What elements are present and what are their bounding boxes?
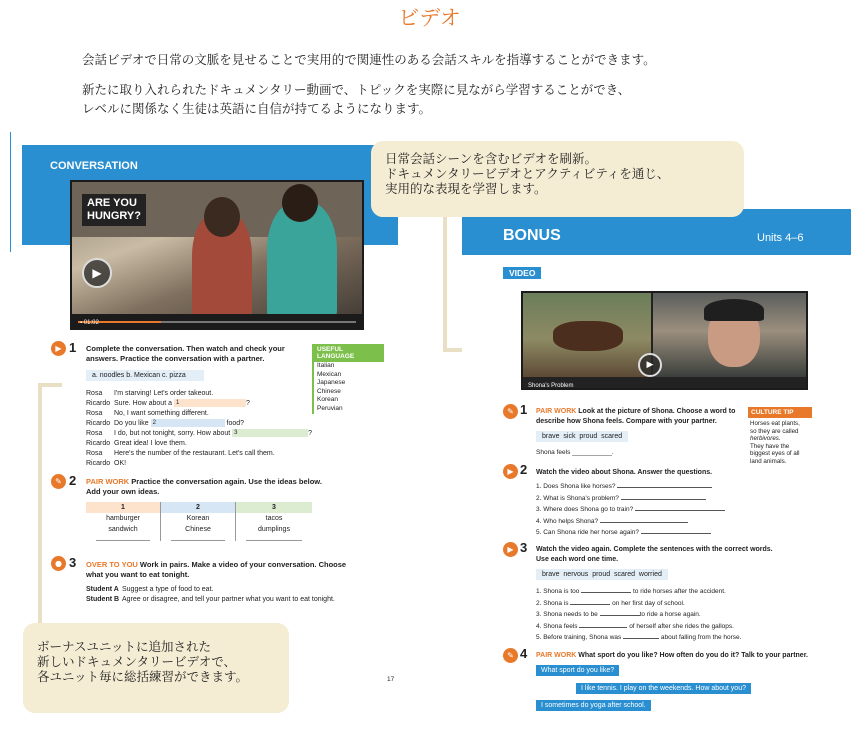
question-item: 1. Does Shona like horses? <box>536 481 725 493</box>
sentence-item: 4. Shona feels of herself after she rides the gallops. <box>536 622 734 630</box>
useful-item: Italian <box>317 362 335 369</box>
question-item: 4. Who helps Shona? <box>536 516 725 528</box>
table-cell: sandwich <box>108 526 138 533</box>
video-time: ▪ 01:02 <box>80 320 99 326</box>
column-header: 2 <box>161 502 235 513</box>
speech-bubble: I like tennis. I play on the weekends. How about you? <box>576 683 751 694</box>
r-ex3-instruction-2: Use each word one time. <box>536 556 619 563</box>
useful-item: Japanese <box>317 379 346 386</box>
sentence-item: 1. Shona is too to ride horses after the accident. <box>536 588 726 595</box>
units-label: Units 4–6 <box>757 232 804 244</box>
ex1-instruction-2: answers. Practice the conversation with a partner. <box>86 354 265 363</box>
dialogue-row: Ricardo Do you like 2 food? <box>86 420 245 427</box>
dialogue-row: Ricardo OK! <box>86 460 127 467</box>
callout-bottom: ボーナスユニットに追加された 新しいドキュメンタリービデオで、 各ユニット毎に総括練習ができます。 <box>23 623 289 713</box>
table-cell: Korean <box>186 515 210 522</box>
table-cell: tacos <box>265 515 283 522</box>
r-ex1-instruction-1: PAIR WORK Look at the picture of Shona. Choose a word to <box>536 408 736 415</box>
video-progress[interactable] <box>78 321 356 323</box>
blank-1[interactable]: 1 <box>174 399 246 407</box>
intro-line-2: 新たに取り入れられたドキュメンタリー動画で、トピックを実際に見ながら学習することができ、 <box>82 82 631 97</box>
video-tag: VIDEO <box>503 267 541 279</box>
exercise-number: 1 <box>520 402 528 417</box>
dialogue-row: Rosa I'm starving! Let's order takeout. <box>86 390 214 397</box>
bracket-line-right-vertical <box>443 215 447 352</box>
page-edge <box>10 132 11 252</box>
ex2-instruction-1: PAIR WORK Practice the conversation again. Use the ideas below. <box>86 477 322 486</box>
r-ex2-instruction: Watch the video about Shona. Answer the questions. <box>536 469 713 476</box>
play-icon[interactable]: ▶ <box>638 353 662 377</box>
dialogue-row: Rosa Here's the number of the restaurant. Let's call them. <box>86 450 275 457</box>
ex2-instruction-2: Add your own ideas. <box>86 487 160 496</box>
sentence-list <box>536 586 741 644</box>
question-item: 2. What is Shona's problem? <box>536 493 725 505</box>
dialogue-row: Rosa I do, but not tonight, sorry. How about 3 ? <box>86 430 313 437</box>
chat-icon: ✎ <box>503 404 518 419</box>
question-list <box>536 481 725 539</box>
useful-item: Mexican <box>317 370 342 378</box>
page-number: 17 <box>387 676 395 683</box>
useful-item: Korean <box>317 396 338 403</box>
useful-item: Peruvian <box>317 404 343 412</box>
bracket-line-left <box>38 383 62 623</box>
exercise-number: 1 <box>69 340 77 355</box>
intro-line-1: 会話ビデオで日常の文脈を見せることで実用的で関連性のある会話スキルを指導することができます。 <box>82 52 656 67</box>
dialogue-row: Rosa No, I want something different. <box>86 410 209 417</box>
useful-language-title: USEFUL LANGUAGE <box>314 344 384 362</box>
r-ex3-instruction-1: Watch the video again. Complete the sentences with the correct words. <box>536 546 773 553</box>
useful-item: Chinese <box>317 387 341 395</box>
speech-bubble: What sport do you like? <box>536 665 619 676</box>
horse-shape <box>553 321 623 351</box>
ex1-options: a. noodles b. Mexican c. pizza <box>86 370 204 381</box>
sentence-item: 5. Before training, Shona was about falling from the horse. <box>536 634 742 641</box>
word-chips: brave sick proud scared <box>536 431 628 442</box>
chat-icon: ✎ <box>503 648 518 663</box>
exercise-number: 3 <box>69 555 77 570</box>
r-ex1-instruction-2: describe how Shona feels. Compare with your partner. <box>536 418 717 425</box>
culture-tip-box: CULTURE TIP Horses eat plants, so they are called herbivores. They have the biggest eyes of all land animals. <box>748 407 812 477</box>
ex3-instruction-1: OVER TO YOU Work in pairs. Make a video of your conversation. Choose <box>86 560 347 569</box>
r-ex1-answer: Shona feels ___________. <box>536 449 614 456</box>
video-caption: Shona's Problem <box>528 383 574 389</box>
page-title: ビデオ <box>398 6 461 30</box>
section-label: CONVERSATION <box>50 160 138 172</box>
word-chips: brave nervous proud scared worried <box>536 569 668 580</box>
question-item: 3. Where does Shona go to train? <box>536 504 725 516</box>
dialogue-row: Ricardo Great idea! I love them. <box>86 440 187 447</box>
video-caption: ARE YOU HUNGRY? <box>82 194 146 226</box>
exercise-number: 2 <box>520 462 528 477</box>
useful-language-box <box>312 344 384 414</box>
r-ex4-instruction: PAIR WORK What sport do you like? How often do you do it? Talk to your partner. <box>536 652 808 659</box>
video-camera-icon: ● <box>51 556 66 571</box>
play-icon[interactable]: ▶ <box>82 258 112 288</box>
student-b-row: Student B Agree or disagree, and tell your partner what you want to eat tonight. <box>86 596 335 603</box>
bonus-video[interactable] <box>521 291 808 390</box>
exercise-number: 4 <box>520 646 528 661</box>
ex1-instruction-1: Complete the conversation. Then watch and check your <box>86 344 285 353</box>
blank-3[interactable]: 3 <box>232 429 308 437</box>
table-cell: hamburger <box>106 515 140 522</box>
sentence-item: 3. Shona needs to be to ride a horse again. <box>536 611 701 618</box>
sentence-item: 2. Shona is on her first day of school. <box>536 599 685 607</box>
video-exercise-icon: ▶ <box>51 341 66 356</box>
ex3-instruction-2: what you want to eat tonight. <box>86 570 190 579</box>
student-a-row: Student A Suggest a type of food to eat. <box>86 586 214 593</box>
dialogue <box>86 389 316 469</box>
intro-line-3: レベルに関係なく生徒は英語に自信が持てるようになります。 <box>82 101 432 116</box>
table-cell: Chinese <box>185 526 211 533</box>
video-person-man-head <box>282 184 318 222</box>
conversation-video[interactable] <box>70 180 364 330</box>
video-exercise-icon: ▶ <box>503 464 518 479</box>
question-item: 5. Can Shona ride her horse again? <box>536 527 725 539</box>
culture-tip-title: CULTURE TIP <box>748 407 812 418</box>
helmet-shape <box>704 299 764 321</box>
callout-top: 日常会話シーンを含むビデオを刷新。 ドキュメンタリービデオとアクティビティを通じ、 実用的な表現を学習します。 <box>371 141 744 217</box>
exercise-number: 2 <box>69 473 77 488</box>
column-header: 1 <box>86 502 160 513</box>
ideas-table <box>86 502 312 541</box>
exercise-number: 3 <box>520 540 528 555</box>
speech-bubble: I sometimes do yoga after school. <box>536 700 651 711</box>
video-person-woman-head <box>204 197 240 237</box>
video-exercise-icon: ▶ <box>503 542 518 557</box>
dialogue-row: Ricardo Sure. How about a 1 ? <box>86 400 250 407</box>
table-cell: dumplings <box>258 526 290 533</box>
blank-2[interactable]: 2 <box>151 419 225 427</box>
bonus-title: BONUS <box>503 227 561 244</box>
column-header: 3 <box>236 502 312 513</box>
chat-icon: ✎ <box>51 474 66 489</box>
